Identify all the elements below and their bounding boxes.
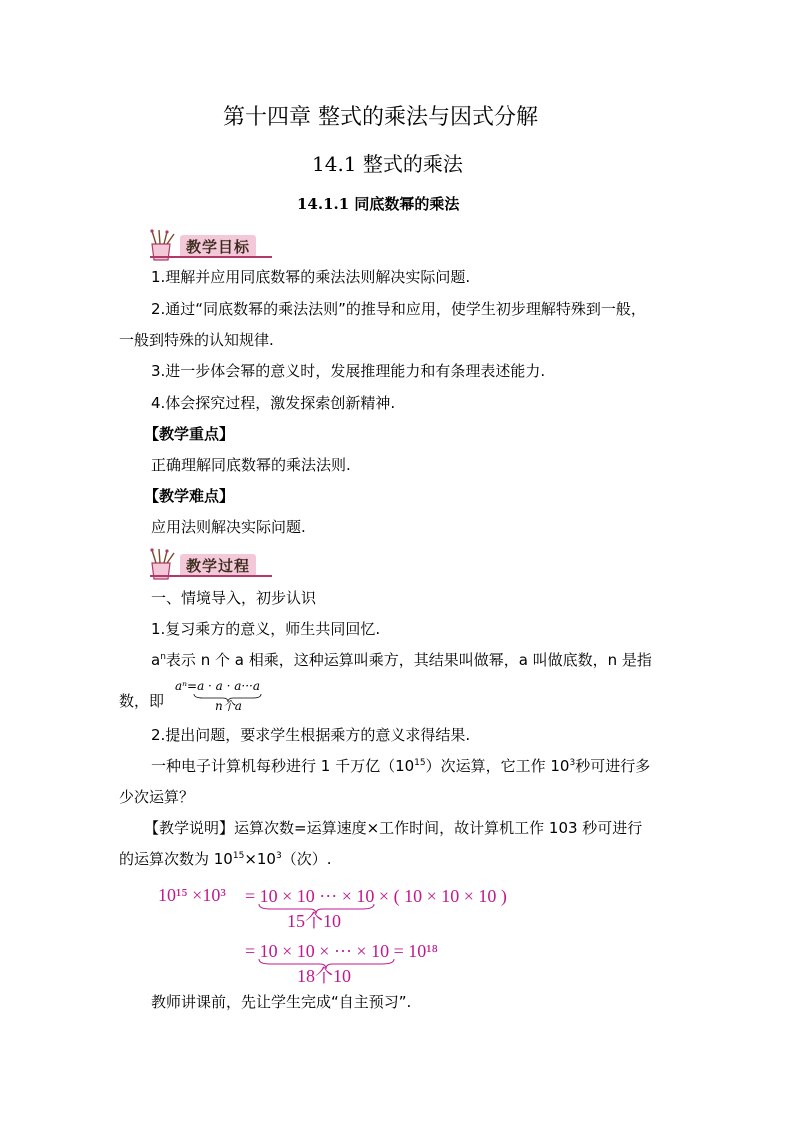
explain-sup-1: 15 <box>232 851 245 861</box>
power-definition-end: 数，即 <box>119 692 165 710</box>
process-banner <box>146 547 272 581</box>
chapter-title: 第十四章 整式的乘法与因式分解 <box>223 105 538 130</box>
goal-item-3: 3.进一步体会幂的意义时，发展推理能力和有条理表述能力. <box>151 362 546 380</box>
goal-item-2: 2.通过“同底数幂的乘法法则”的推导和应用，使学生初步理解特殊到一般， <box>151 300 646 318</box>
calc-row-1: = 10 × 10 ··· × 10 × ( 10 × 10 × 10 ) <box>245 886 507 906</box>
explain-text-a: 的运算次数为 10 <box>119 850 233 868</box>
def-text: 表示 n 个 a 相乘，这种运算叫乘方，其结果叫做幂，a 叫做底数，n 是指 <box>165 651 652 669</box>
process-item-2: 2.提出问题，要求学生根据乘方的意义求得结果. <box>151 726 471 744</box>
subsection-title: 14.1.1 同底数幂的乘法 <box>297 195 460 213</box>
goal-item-1: 1.理解并应用同底数幂的乘法法则解决实际问题. <box>151 268 471 286</box>
difficulty-heading: 【教学难点】 <box>144 487 235 505</box>
goal-item-4: 4.体会探究过程，激发探索创新精神. <box>151 394 396 412</box>
banner-underline <box>150 575 272 577</box>
explain-sup-2: 3 <box>275 851 282 861</box>
calc-row-2: = 10 × 10 × ··· × 10 = 10¹⁸ <box>245 941 438 961</box>
problem-sup-1: 15 <box>414 758 426 768</box>
problem-text-b: ）次运算，它工作 10 <box>425 757 570 775</box>
problem-sup-2: 3 <box>569 758 576 768</box>
goals-banner <box>146 228 272 262</box>
process-banner-label: 教学过程 <box>180 554 256 577</box>
calc-lhs: 10¹⁵ ×10³ <box>158 885 226 905</box>
explain-line-2 <box>119 852 331 867</box>
power-formula-top: aⁿ=a · a · a···a <box>175 679 261 693</box>
banner-underline <box>150 256 272 258</box>
goal-item-2-cont: 一般到特殊的认知规律. <box>119 331 274 349</box>
explain-line-1: 【教学说明】运算次数=运算速度×工作时间，故计算机工作 103 秒可进行 <box>144 819 643 837</box>
problem-line-1 <box>151 759 650 774</box>
power-formula <box>175 679 260 693</box>
problem-text-a: 一种电子计算机每秒进行 1 千万亿（10 <box>151 757 415 775</box>
power-formula-bottom: n个a <box>215 699 242 713</box>
problem-line-2: 少次运算？ <box>119 788 195 806</box>
power-definition-line <box>151 653 652 668</box>
explain-text-c: （次）. <box>281 850 332 868</box>
def-base: a <box>151 651 161 669</box>
def-exponent: n <box>160 652 166 662</box>
closing-line: 教师讲课前，先让学生完成“自主预习”. <box>151 993 412 1011</box>
process-step-1: 一、情境导入，初步认识 <box>151 589 317 607</box>
problem-text-c: 秒可进行多 <box>575 757 651 775</box>
section-title: 14.1 整式的乘法 <box>312 152 463 176</box>
difficulty-text: 应用法则解决实际问题. <box>151 518 306 536</box>
key-point-heading: 【教学重点】 <box>144 425 235 443</box>
key-point-text: 正确理解同底数幂的乘法法则. <box>151 456 351 474</box>
goals-banner-label: 教学目标 <box>180 235 256 258</box>
explain-text-b: ×10 <box>244 850 276 868</box>
calc-row-1-brace-label: 15个10 <box>287 911 341 931</box>
calc-row-2-brace-label: 18个10 <box>297 966 351 986</box>
process-item-1: 1.复习乘方的意义，师生共同回忆. <box>151 620 381 638</box>
